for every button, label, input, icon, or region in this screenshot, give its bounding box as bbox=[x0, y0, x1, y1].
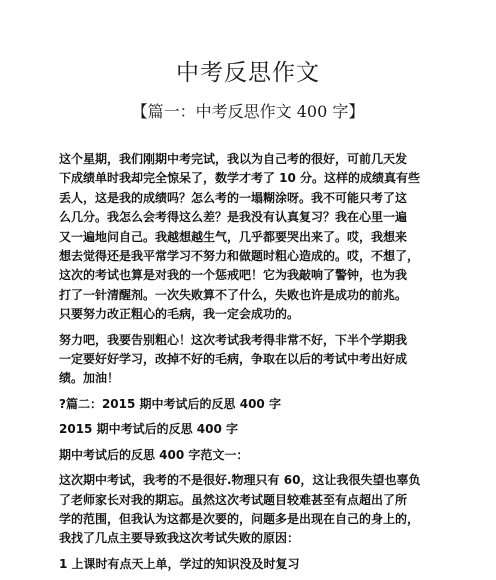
text-line: 了老师家长对我的期忘。虽然这次考试题目较难甚至有点超出了所 bbox=[59, 492, 408, 507]
text-line: ?篇二：2015 期中考试后的反思 400 字 bbox=[59, 396, 281, 411]
text-line: 期中考试后的反思 400 字范文一： bbox=[59, 447, 249, 462]
paragraph bbox=[59, 420, 445, 439]
document-title: 中考反思作文 bbox=[176, 60, 320, 86]
paragraph bbox=[59, 395, 445, 414]
text-line: 这个星期，我们刚期中考完试，我以为自己考的很好，可前几天发 bbox=[59, 152, 408, 166]
text-line: 又一遍地问自己。我越想越生气，几乎都要哭出来了。哎，我想来 bbox=[59, 229, 408, 244]
text-line: 这次的考试也算是对我的一个惩戒吧！它为我敲响了警钟，也为我 bbox=[59, 268, 408, 283]
paragraph bbox=[59, 446, 445, 465]
text-line: 想去觉得还是我平常学习不努力和做题时粗心造成的。哎，不想了， bbox=[59, 249, 420, 264]
text-line: 绩。加油！ bbox=[59, 371, 120, 386]
text-line: 么几分。我怎么会考得这么差？是我没有认真复习？我在心里一遍 bbox=[59, 210, 408, 225]
text-line: 下成绩单时我却完全惊呆了，数学才考了 10 分。这样的成绩真有些 bbox=[59, 171, 421, 186]
section-heading: 【篇一：中考反思作文 400 字】 bbox=[131, 102, 365, 121]
document-body bbox=[59, 150, 445, 580]
text-line: 努力吧，我要告别粗心！这次考试我考得非常不好，下半个学期我 bbox=[59, 332, 408, 347]
paragraph bbox=[59, 555, 445, 574]
text-line: 这次期中考试，我考的不是很好.物理只有 60，这让我很失望也辜负 bbox=[59, 473, 421, 488]
text-line: 丢人，这是我的成绩吗？怎么考的一塌糊涂呀。我不可能只考了这 bbox=[59, 190, 408, 205]
text-line: 1 上课时有点天上单，学过的知识没及时复习 bbox=[59, 556, 300, 571]
paragraph bbox=[59, 331, 445, 389]
text-line: 一定要好好学习，改掉不好的毛病，争取在以后的考试中考出好成 bbox=[59, 352, 408, 367]
text-line: 打了一针清醒剂。一次失败算不了什么，失败也许是成功的前兆。 bbox=[59, 287, 408, 302]
text-line: 只要努力改正粗心的毛病，我一定会成功的。 bbox=[59, 307, 300, 322]
paragraph bbox=[59, 471, 445, 549]
text-line: 2015 期中考试后的反思 400 字 bbox=[59, 422, 238, 437]
text-line: 学的范围，但我认为这都是次要的，问题多是出现在自己的身上的， bbox=[59, 511, 420, 526]
text-line: 我找了几点主要导致我这次考试失败的原因： bbox=[59, 531, 300, 546]
paragraph bbox=[59, 150, 445, 325]
